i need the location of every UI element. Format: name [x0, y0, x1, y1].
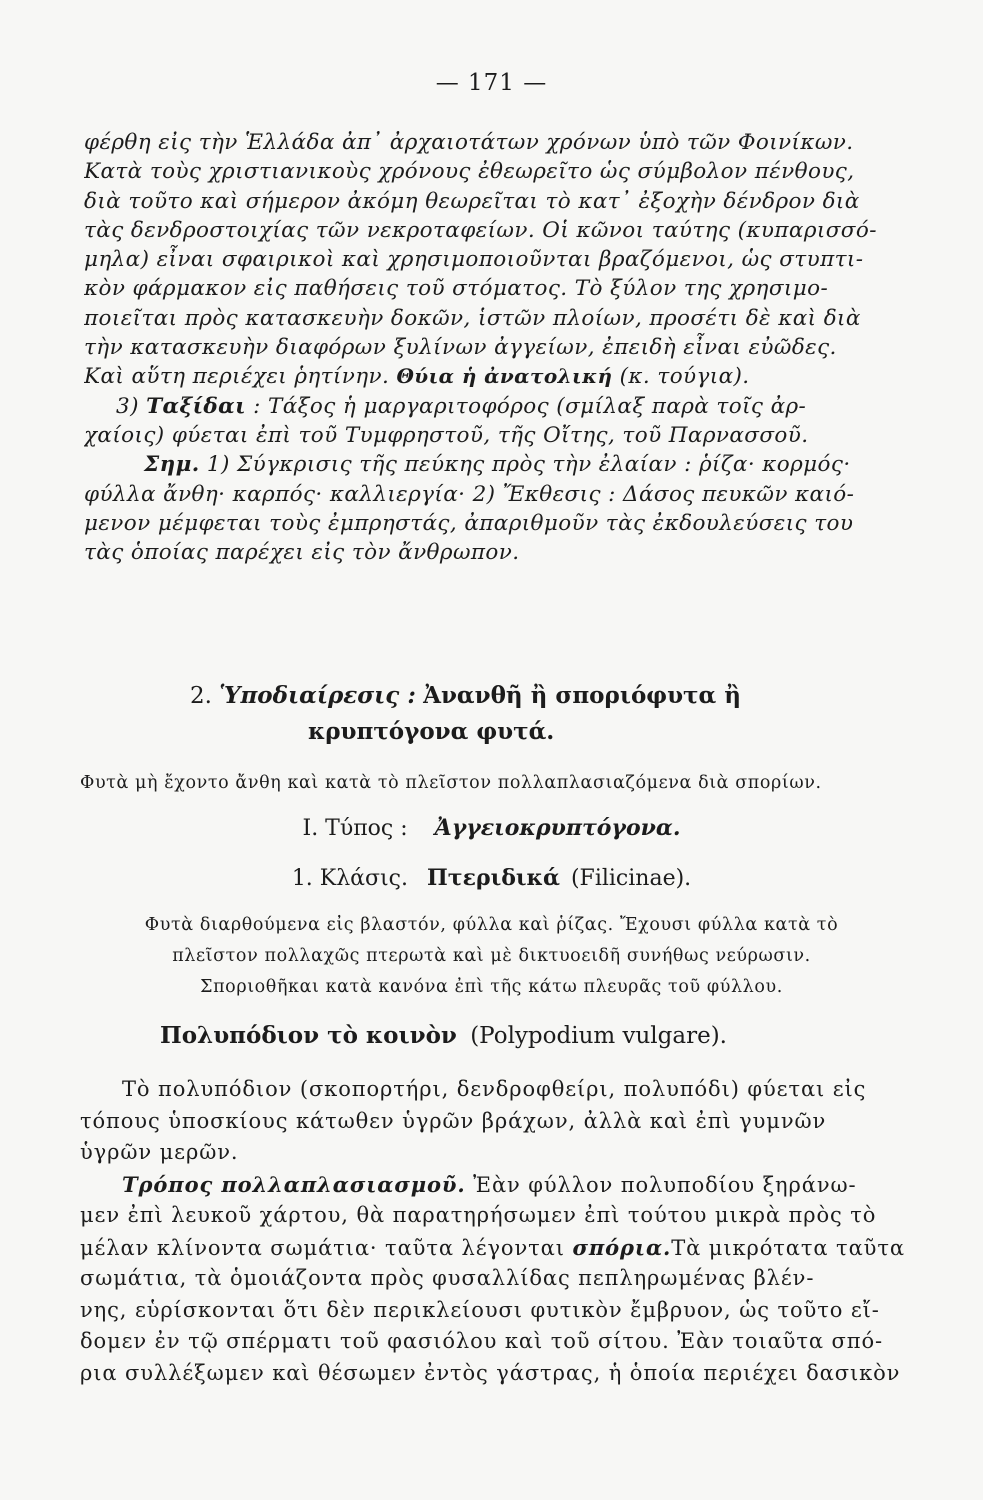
text-segment: (κ. τούγια). — [612, 364, 750, 390]
heading-subdivision: Ὑποδιαίρεσις : — [219, 682, 416, 709]
class-latin: (Filicinae). — [570, 866, 692, 891]
text-line: μενον μέμφεται τοὺς ἐμπρηστάς, ἀπαριθμοῦν τὰς ἐκδουλεύσεις του — [84, 510, 854, 536]
text-segment: : Τάξος ἡ μαργαριτοφόρος (σμίλαξ παρὰ τοῖς ἀρ- — [245, 393, 807, 419]
text-line: τὴν κατασκευὴν διαφόρων ξυλίνων ἀγγείων, ἐπειδὴ εἶναι εὐῶδες. — [84, 335, 837, 361]
text-line: Τὸ πολυπόδιον (σκοπορτήρι, δενδροφθείρι, πολυπόδι) φύεται εἰς — [122, 1077, 867, 1101]
species-name: Πολυπόδιον τὸ κοινὸν — [160, 1022, 457, 1049]
species-latin: (Polypodium vulgare). — [470, 1023, 727, 1049]
text-segment: 1) Σύγκρισις τῆς πεύκης πρὸς τὴν ἐλαίαν : ῥίζα· κορμός· — [199, 452, 851, 478]
type-heading — [0, 815, 983, 841]
text-line: τόπους ὑποσκίους κάτωθεν ὑγρῶν βράχων, ἀλλὰ καὶ ἐπὶ γυμνῶν — [80, 1108, 827, 1133]
text-line: φύλλα ἄνθη· καρπός· καλλιεργία· 2) Ἔκθεσις : Δάσος πευκῶν καιό- — [84, 481, 855, 507]
text-line: νης, εὑρίσκονται ὅτι δὲν περικλείουσι φυτικὸν ἔμβρυον, ὡς τοῦτο εἴ- — [80, 1297, 880, 1322]
text-line: φέρθη εἰς τὴν Ἑλλάδα ἀπ᾽ ἀρχαιοτάτων χρόνων ὑπὸ τῶν Φοινίκων. — [84, 130, 854, 155]
text-line: σωμάτια, τὰ ὁμοιάζοντα πρὸς φυσαλλίδας πεπληρωμένας βλέν- — [80, 1266, 815, 1290]
heading-kryptogona: κρυπτόγονα φυτά. — [308, 718, 555, 745]
species-title — [160, 1022, 920, 1049]
type-label: Ι. Τύπος : — [302, 816, 408, 841]
text-line: τὰς δενδροστοιχίας τῶν νεκροταφείων. Οἱ κῶνοι ταύτης (κυπαρισσό- — [84, 217, 877, 243]
heading-anantha: Ἀνανθῆ ἢ σποριόφυτα ἢ — [423, 682, 741, 709]
text-segment: Τὰ μικρότατα ταῦτα — [671, 1235, 905, 1260]
class-label: 1. Κλάσις. — [291, 866, 408, 891]
text-line: κὸν φάρμακον εἰς παθήσεις τοῦ στόματος. Τὸ ξύλον της χρησιμο- — [84, 276, 829, 302]
text-line: διὰ τοῦτο καὶ σήμερον ἀκόμη θεωρεῖται τὸ κατ᾽ ἐξοχὴν δένδρον διὰ — [84, 188, 860, 214]
type-name: Ἀγγειοκρυπτόγονα. — [434, 815, 681, 841]
text-line: ποιεῖται πρὸς κατασκευὴν δοκῶν, ἱστῶν πλοίων, προσέτι δὲ καὶ διὰ — [84, 305, 861, 331]
text-line: ὑγρῶν μερῶν. — [80, 1140, 239, 1164]
propagation-term: Τρόπος πολλαπλασιασμοῦ. — [122, 1171, 466, 1197]
text-line: Φυτὰ διαρθούμενα εἰς βλαστόν, φύλλα καὶ ῥίζας. Ἔχουσι φύλλα κατὰ τὸ — [144, 915, 839, 935]
text-segment: μέλαν κλίνοντα σωμάτια· ταῦτα λέγονται — [80, 1235, 573, 1260]
spores-term: σπόρια. — [572, 1234, 672, 1260]
taxidai-term: Ταξίδαι — [146, 393, 246, 419]
definition-line: Φυτὰ μὴ ἔχοντο ἄνθη καὶ κατὰ τὸ πλεῖστον πολλαπλασιαζόμενα διὰ σπορίων. — [80, 773, 822, 793]
text-line — [80, 1169, 910, 1201]
heading-number: 2. — [190, 683, 212, 709]
text-line — [80, 1232, 910, 1264]
text-segment: Καὶ αὕτη περιέχει ῥητίνην. — [84, 364, 397, 390]
text-line: τὰς ὁποίας παρέχει εἰς τὸν ἄνθρωπον. — [84, 540, 520, 566]
text-line: δομεν ἐν τῷ σπέρματι τοῦ φασιόλου καὶ τοῦ σίτου. Ἐὰν τοιαῦτα σπό- — [80, 1329, 883, 1353]
text-line: Κατὰ τοὺς χριστιανικοὺς χρόνους ἐθεωρεῖτο ὡς σύμβολον πένθους, — [84, 159, 855, 185]
class-name: Πτεριδικά — [427, 865, 560, 891]
thuja-term: Θύια ἡ ἀνατολική — [396, 364, 613, 389]
text-line — [84, 362, 904, 391]
paragraph-cypress — [84, 128, 904, 567]
page-number: — 171 — — [435, 70, 548, 96]
text-line: Σποριοθῆκαι κατὰ κανόνα ἐπὶ τῆς κάτω πλευρᾶς τοῦ φύλλου. — [200, 977, 783, 997]
class-heading — [0, 865, 983, 891]
text-line: χαίοις) φύεται ἐπὶ τοῦ Τυμφρηστοῦ, τῆς Οἴτης, τοῦ Παρνασσοῦ. — [84, 422, 809, 448]
section-heading — [190, 678, 910, 750]
text-segment: Ἐὰν φύλλον πολυποδίου ξηράνω- — [465, 1172, 857, 1197]
text-line: ρια συλλέξωμεν καὶ θέσωμεν ἐντὸς γάστρας, ἡ ὁποία περιέχει δασικὸν — [80, 1360, 901, 1385]
text-segment: 3) — [116, 393, 147, 419]
text-line: μεν ἐπὶ λευκοῦ χάρτου, θὰ παρατηρήσωμεν ἐπὶ τούτου μικρὰ πρὸς τὸ — [80, 1203, 877, 1227]
text-line: μηλα) εἶναι σφαιρικοὶ καὶ χρησιμοποιοῦνται βραζόμενοι, ὡς στυπτι- — [84, 247, 864, 273]
text-line: πλεῖστον πολλαχῶς πτερωτὰ καὶ μὲ δικτυοειδῆ συνήθως νεύρωσιν. — [172, 946, 811, 966]
paragraph-polypody — [80, 1074, 910, 1389]
class-description — [0, 910, 983, 1003]
text-line — [84, 392, 904, 421]
note-label: Σημ. — [144, 452, 200, 478]
text-line — [84, 450, 904, 479]
